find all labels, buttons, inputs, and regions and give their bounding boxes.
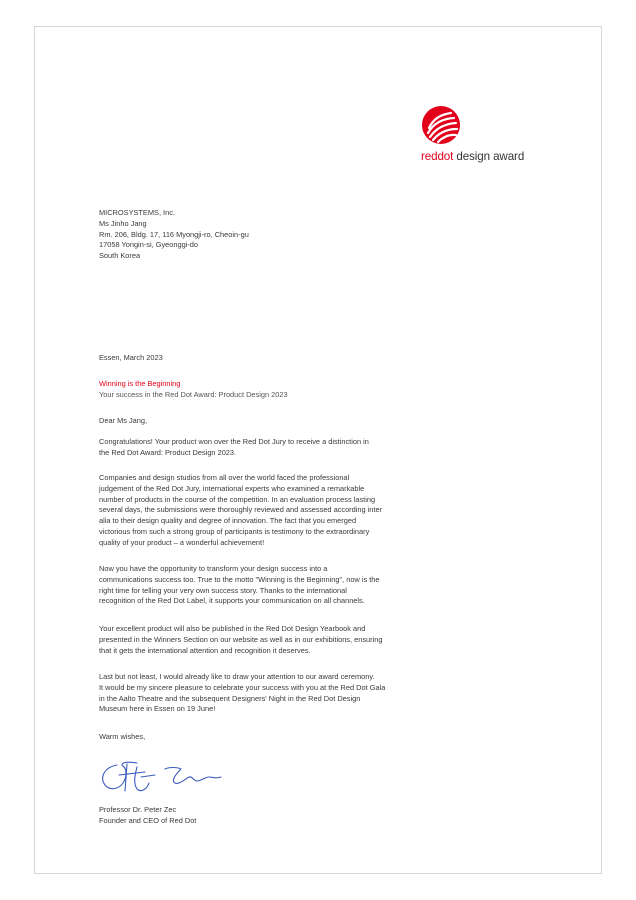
address-line: Ms Jinho Jang xyxy=(99,218,147,228)
paragraph-congratulations xyxy=(99,437,459,459)
paragraph-line: presented in the Winners Section on our website as well as in our exhibitions, ensuring xyxy=(99,634,383,644)
paragraph-line: Museum here in Essen on 19 June! xyxy=(99,704,216,714)
paragraph-line: Now you have the opportunity to transform your design success into a xyxy=(99,564,328,573)
letter-page xyxy=(34,26,602,874)
reddot-logo xyxy=(421,101,561,171)
paragraph-line: alia to their design quality and degree of innovation. The fact that you emerged xyxy=(99,516,357,526)
paragraph-line: It would be my sincere pleasure to celebrate your success with you at the Red Dot Gala xyxy=(99,682,386,692)
paragraph-line: in the Aalto Theatre and the subsequent Designers' Night in the Red Dot Design xyxy=(99,693,361,703)
paragraph-line: Last but not least, I would already like to draw your attention to our award ceremony. xyxy=(99,672,375,681)
reddot-emblem-icon xyxy=(421,105,461,145)
paragraph-ceremony xyxy=(99,672,459,715)
paragraph-line: Congratulations! Your product won over the Red Dot Jury to receive a distinction in xyxy=(99,437,369,446)
paragraph-line: Your excellent product will also be published in the Red Dot Design Yearbook and xyxy=(99,624,366,633)
paragraph-line: quality of your product – a wonderful achievement! xyxy=(99,537,265,547)
address-line: 17058 Yongin-si, Gyeonggi-do xyxy=(99,240,199,250)
signer-title: Founder and CEO of Red Dot xyxy=(99,815,197,825)
address-line: South Korea xyxy=(99,251,141,261)
paragraph-line: victorious from such a strong group of participants is testimony to the extraordinary xyxy=(99,526,370,536)
reddot-wordmark xyxy=(421,150,524,163)
paragraph-opportunity xyxy=(99,564,459,607)
letter-headline: Winning is the Beginning xyxy=(99,379,181,388)
signer-block xyxy=(99,805,459,827)
paragraph-line: that it gets the international attention and recognition it deserves. xyxy=(99,645,311,655)
paragraph-line: several days, the submissions were thoroughly reviewed and assessed according inter xyxy=(99,505,383,515)
closing: Warm wishes, xyxy=(99,732,146,741)
paragraph-jury xyxy=(99,473,459,549)
signer-name: Professor Dr. Peter Zec xyxy=(99,805,177,814)
recipient-address xyxy=(99,208,459,262)
wordmark-dark: design award xyxy=(453,150,525,163)
address-line: Rm. 206, Bldg. 17, 116 Myongji-ro, Cheoin-gu xyxy=(99,229,249,239)
paragraph-line: Companies and design studios from all over the world faced the professional xyxy=(99,473,350,482)
letter-subline: Your success in the Red Dot Award: Product Design 2023 xyxy=(99,390,288,399)
paragraph-yearbook xyxy=(99,624,459,656)
paragraph-line: recognition of the Red Dot Label, it supports your communication on all channels. xyxy=(99,596,365,606)
handwritten-signature xyxy=(97,755,237,799)
paragraph-line: the Red Dot Award: Product Design 2023. xyxy=(99,447,237,457)
address-line: MICROSYSTEMS, Inc. xyxy=(99,208,175,217)
paragraph-line: number of products in the course of the competition. In an evaluation process lasting xyxy=(99,494,376,504)
letter-date: Essen, March 2023 xyxy=(99,353,163,362)
paragraph-line: communications success too. True to the motto "Winning is the Beginning", now is the xyxy=(99,574,380,584)
paragraph-line: judgement of the Red Dot Jury, international experts who examined a remarkable xyxy=(99,483,365,493)
paragraph-line: right time for telling your very own success story. Thanks to the international xyxy=(99,585,347,595)
wordmark-red: reddot xyxy=(421,150,454,163)
salutation: Dear Ms Jang, xyxy=(99,416,148,425)
